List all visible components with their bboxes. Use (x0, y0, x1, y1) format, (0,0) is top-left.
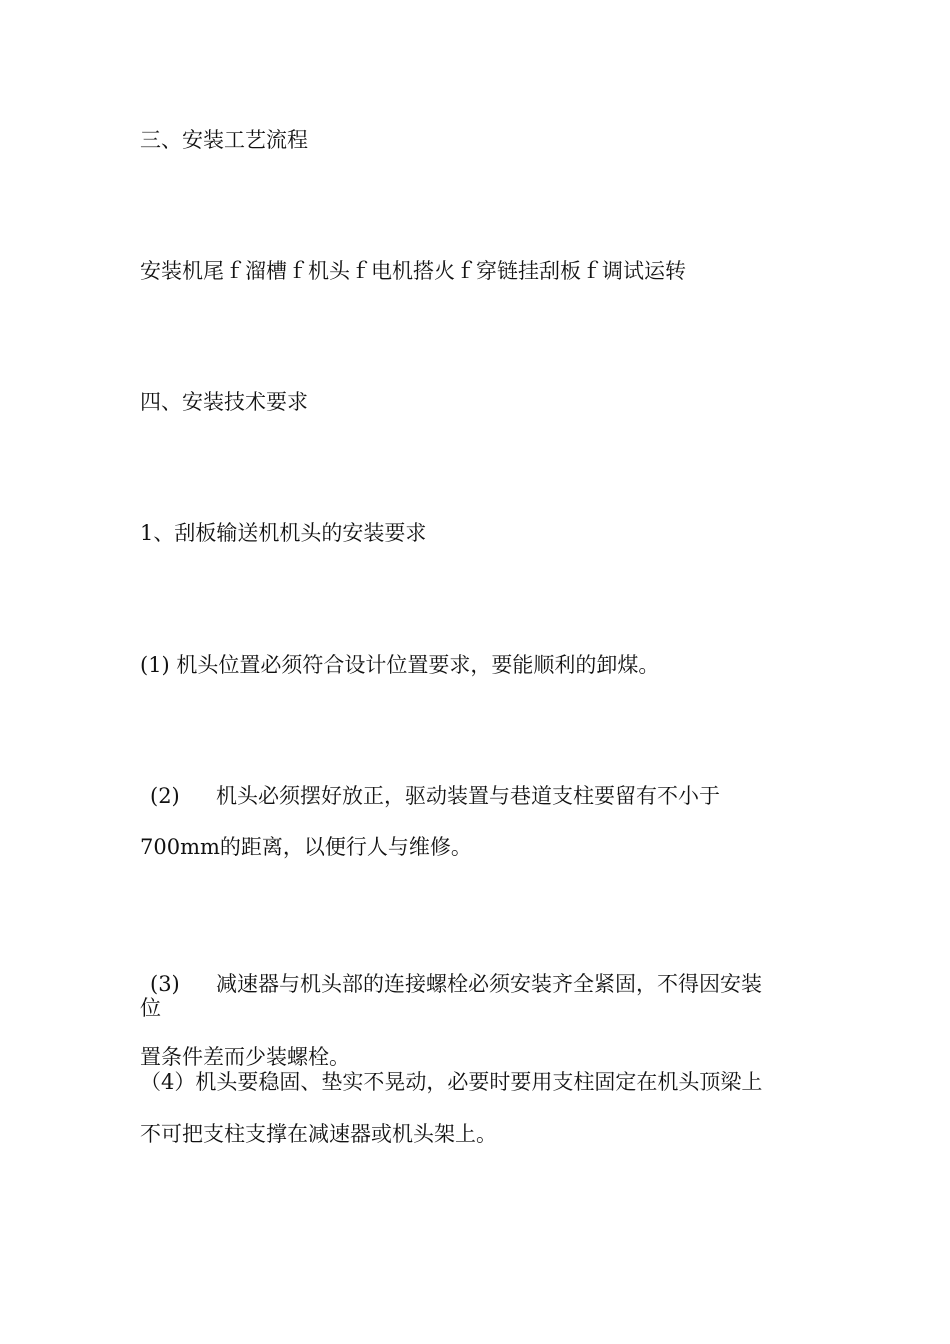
requirement-item-1: (1) 机头位置必须符合设计位置要求，要能顺利的卸煤。 (140, 653, 660, 677)
subsection-heading-1: 1、刮板输送机机头的安装要求 (140, 521, 427, 545)
item-text: 机头必须摆好放正，驱动装置与巷道支柱要留有不小于 (216, 784, 720, 808)
requirement-item-2-continuation: 700mm的距离，以便行人与维修。 (140, 835, 472, 859)
item-text: 减速器与机头部的连接螺栓必须安装齐全紧固，不得因安装 (216, 972, 762, 996)
requirement-item-4-continuation: 不可把支柱支撑在减速器或机头架上。 (140, 1122, 497, 1146)
requirement-item-3 (140, 971, 762, 997)
section-heading-3: 三、安装工艺流程 (140, 128, 308, 152)
process-flow-text: 安装机尾ｆ溜槽ｆ机头ｆ电机搭火ｆ穿链挂刮板ｆ调试运转 (140, 259, 686, 283)
item-number: (2) (150, 784, 180, 808)
requirement-item-4: （4）机头要稳固、垫实不晃动，必要时要用支柱固定在机头顶梁上 (140, 1070, 763, 1094)
requirement-item-3-continuation: 置条件差而少装螺栓。 (140, 1045, 350, 1069)
section-heading-4: 四、安装技术要求 (140, 390, 308, 414)
requirement-item-2 (140, 783, 720, 809)
item-number: (3) (150, 972, 180, 996)
requirement-item-3-wrap: 位 (140, 996, 161, 1020)
